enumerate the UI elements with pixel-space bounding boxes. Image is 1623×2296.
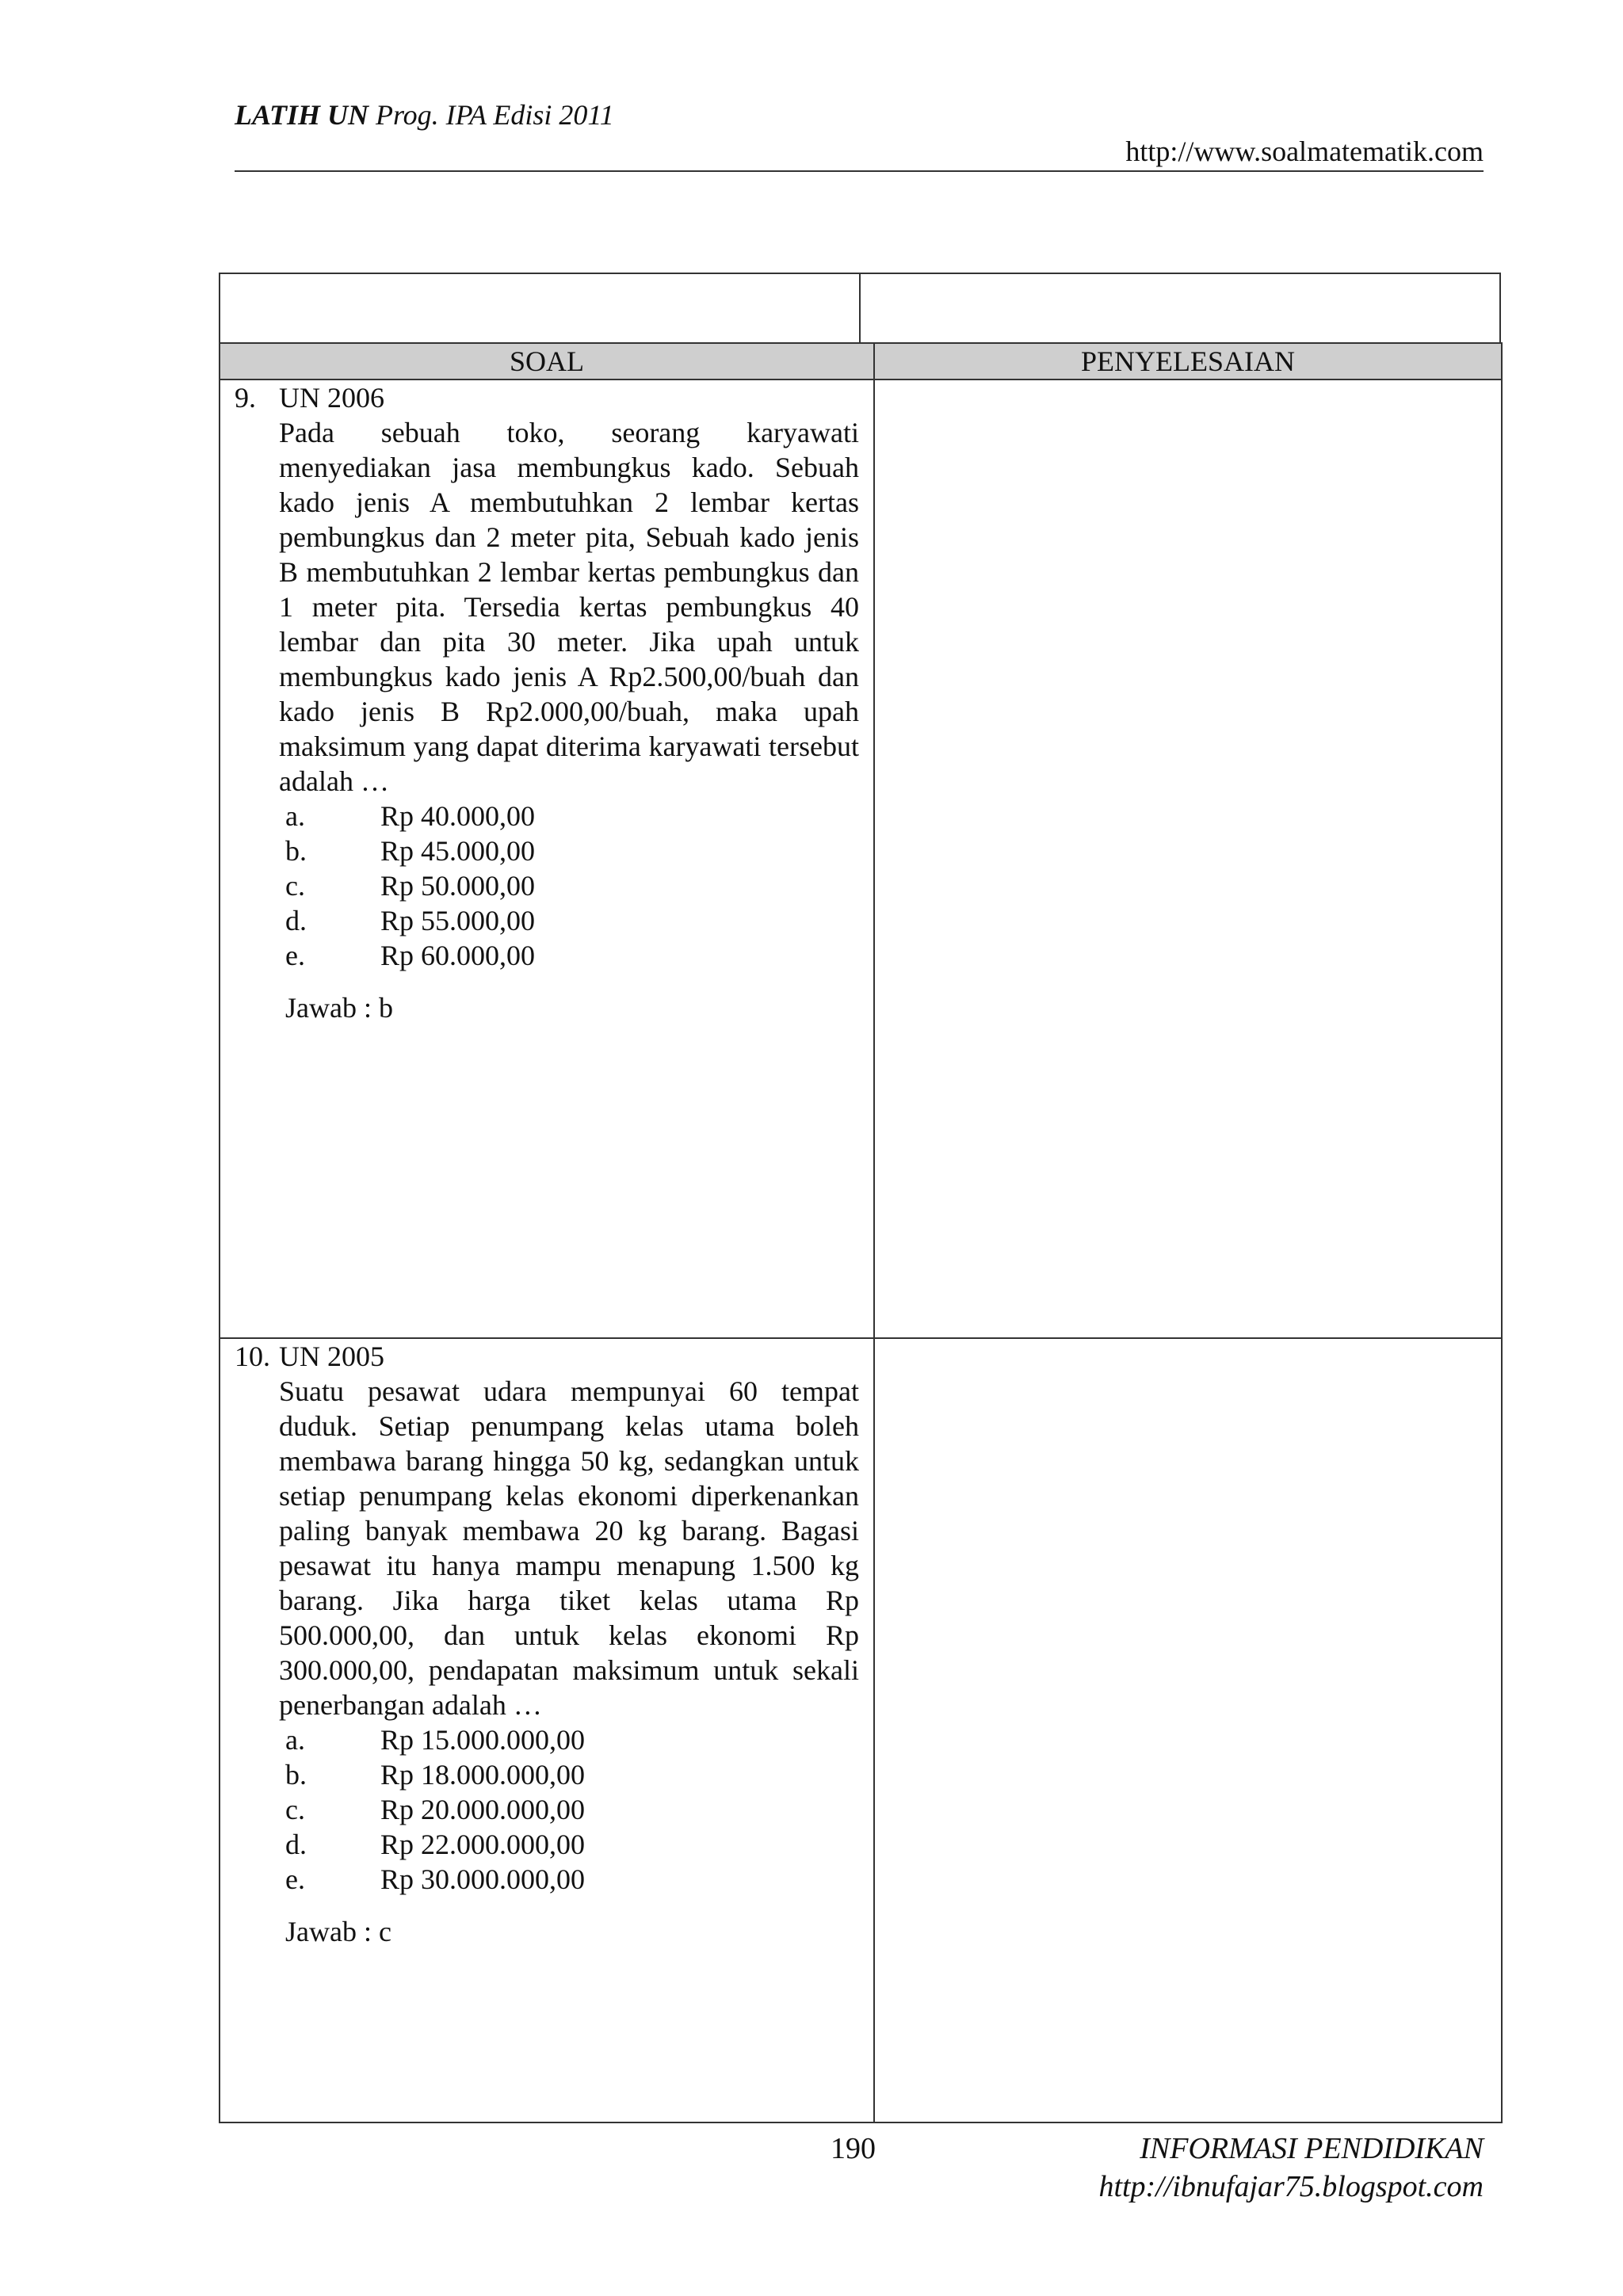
option-value: Rp 40.000,00 xyxy=(380,800,536,832)
question-header xyxy=(235,1339,859,1374)
header-rule xyxy=(235,170,1484,172)
question-header xyxy=(235,380,859,415)
footer-url: http://ibnufajar75.blogspot.com xyxy=(1098,2170,1484,2203)
option-list xyxy=(285,799,859,973)
col-header-penyelesaian: PENYELESAIAN xyxy=(874,343,1502,379)
option-item xyxy=(285,1827,859,1862)
header-title xyxy=(235,98,614,132)
answer-text: Jawab : c xyxy=(285,1916,391,1947)
question-source: UN 2006 xyxy=(279,382,384,414)
col-header-soal: SOAL xyxy=(220,343,874,379)
question-number: 10. xyxy=(235,1341,270,1372)
soal-cell-9 xyxy=(220,379,874,1338)
option-item xyxy=(285,1792,859,1827)
option-letter: c. xyxy=(285,1794,305,1825)
question-table xyxy=(219,342,1503,2123)
question-number: 9. xyxy=(235,382,256,414)
question-source: UN 2005 xyxy=(279,1341,384,1372)
header-url: http://www.soalmatematik.com xyxy=(1125,135,1484,167)
option-letter: e. xyxy=(285,940,305,971)
option-item xyxy=(285,868,859,903)
option-letter: e. xyxy=(285,1863,305,1895)
option-value: Rp 15.000.000,00 xyxy=(380,1724,586,1756)
question-text: Suatu pesawat udara mempunyai 60 tempat duduk. Setiap penumpang kelas utama boleh membawa barang hingga 50 kg, sedangkan untuk setiap penumpang kelas ekonomi diperkenankan paling banyak membawa 20 kg barang. Bagasi pesawat itu hanya mampu menapung 1.500 kg barang. Jika harga tiket kelas utama Rp 500.000,00, dan untuk kelas ekonomi Rp 300.000,00, pendapatan maksimum untuk sekali penerbangan adalah … xyxy=(279,1375,859,1721)
option-value: Rp 30.000.000,00 xyxy=(380,1863,586,1895)
option-value: Rp 45.000,00 xyxy=(380,835,536,867)
penyelesaian-cell-9 xyxy=(874,379,1502,1338)
penyelesaian-cell-10 xyxy=(874,1338,1502,2122)
option-item xyxy=(285,1722,859,1757)
header-title-bold: LATIH UN xyxy=(235,99,369,131)
answer-text: Jawab : b xyxy=(285,992,393,1024)
option-value: Rp 55.000,00 xyxy=(380,905,536,936)
option-letter: d. xyxy=(285,905,307,936)
option-letter: c. xyxy=(285,870,305,902)
page-number: 190 xyxy=(831,2132,876,2165)
option-value: Rp 20.000.000,00 xyxy=(380,1794,586,1825)
option-value: Rp 18.000.000,00 xyxy=(380,1759,586,1791)
header-title-rest: Prog. IPA Edisi 2011 xyxy=(376,99,614,131)
table-header-row xyxy=(220,343,1502,379)
option-item xyxy=(285,903,859,938)
option-value: Rp 50.000,00 xyxy=(380,870,536,902)
option-letter: d. xyxy=(285,1829,307,1860)
option-letter: a. xyxy=(285,800,305,832)
option-letter: b. xyxy=(285,835,307,867)
question-text: Pada sebuah toko, seorang karyawati menyediakan jasa membungkus kado. Sebuah kado jenis A membutuhkan 2 lembar kertas pembungkus dan 2 meter pita, Sebuah kado jenis B membutuhkan 2 lembar kertas pembungkus dan 1 meter pita. Tersedia kertas pembungkus 40 lembar dan pita 30 meter. Jika upah untuk membungkus kado jenis A Rp2.500,00/buah dan kado jenis B Rp2.000,00/buah, maka upah maksimum yang dapat diterima karyawati tersebut adalah … xyxy=(279,417,859,797)
option-item xyxy=(285,938,859,973)
option-value: Rp 22.000.000,00 xyxy=(380,1829,586,1860)
table-row xyxy=(220,379,1502,1338)
option-item xyxy=(285,833,859,868)
option-item xyxy=(285,1757,859,1792)
option-letter: b. xyxy=(285,1759,307,1791)
option-item xyxy=(285,799,859,833)
soal-cell-10 xyxy=(220,1338,874,2122)
top-box-divider xyxy=(859,273,861,342)
option-item xyxy=(285,1862,859,1897)
option-value: Rp 60.000,00 xyxy=(380,940,536,971)
option-list xyxy=(285,1722,859,1897)
option-letter: a. xyxy=(285,1724,305,1756)
table-row xyxy=(220,1338,1502,2122)
footer-title: INFORMASI PENDIDIKAN xyxy=(1140,2132,1484,2165)
